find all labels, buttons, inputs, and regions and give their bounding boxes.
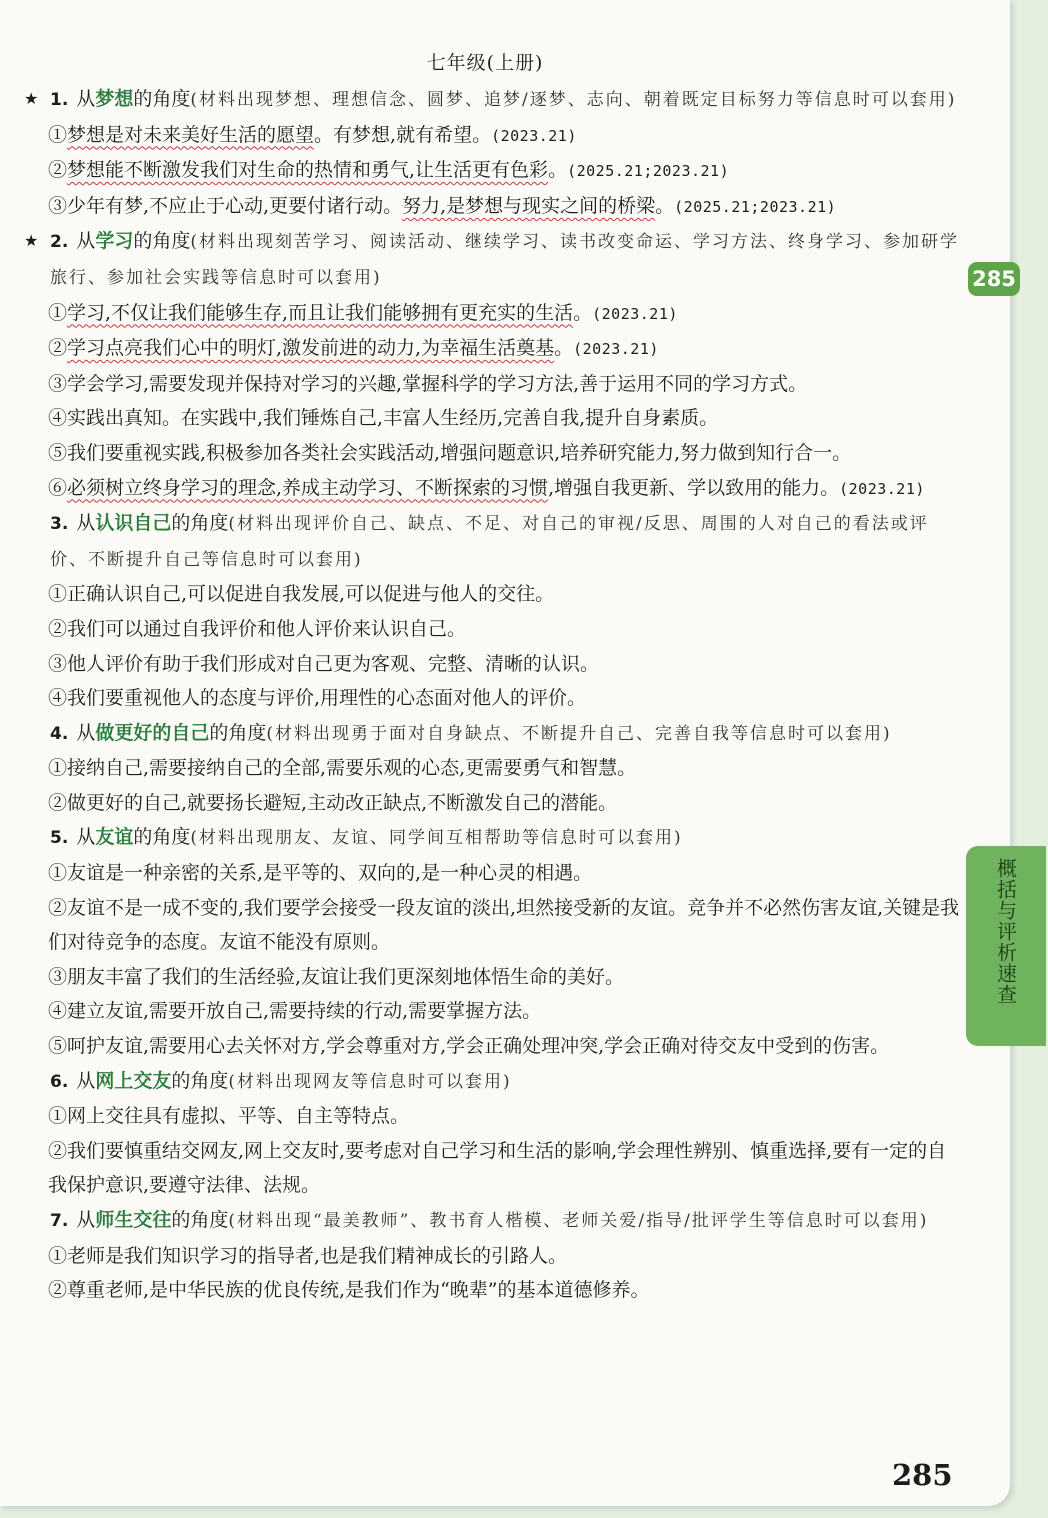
grade-title: 七年级(上册): [426, 52, 544, 74]
section-heading: [24, 1064, 960, 1100]
point-text: ⑥: [48, 476, 68, 499]
point-text-tail: 。: [573, 301, 593, 324]
point-text: ④我们要重视他人的态度与评价,用理性的心态面对他人的评价。: [48, 687, 587, 710]
point-text: ②我们可以通过自我评价和他人评价来认识自己。: [48, 617, 467, 640]
point-text: ①: [48, 301, 68, 324]
emphasized-text: 学习,不仅让我们能够生存,而且让我们能够拥有更充实的生活: [67, 301, 574, 324]
point-item: [48, 856, 960, 891]
heading-prefix: 从: [76, 230, 96, 253]
point-text: ②: [48, 337, 68, 360]
point-text: ①接纳自己,需要接纳自己的全部,需要乐观的心态,更需要勇气和智慧。: [48, 757, 637, 780]
point-text: ①老师是我们知识学习的指导者,也是我们精神成长的引路人。: [48, 1244, 568, 1267]
point-text: ②: [48, 159, 68, 182]
point-item: [48, 1273, 960, 1308]
point-item: [48, 612, 960, 647]
heading-prefix: 从: [76, 721, 96, 744]
point-item: [48, 681, 960, 716]
point-item: [48, 786, 960, 821]
point-item: [48, 1029, 960, 1064]
section-topic: 认识自己: [95, 512, 172, 535]
point-text: ③学会学习,需要发现并保持对学习的兴趣,掌握科学的学习方法,善于运用不同的学习方式。: [48, 372, 808, 395]
point-text-tail: 。: [548, 159, 568, 182]
point-item: [48, 296, 960, 332]
heading-suffix: 的角度: [209, 721, 267, 744]
emphasized-text: 努力,是梦想与现实之间的桥梁: [402, 194, 656, 217]
page-badge: 285: [968, 262, 1020, 296]
section-number: 5.: [50, 828, 69, 849]
usage-note: (材料出现评价自己、缺点、不足、对自己的审视/反思、周围的人对自己的看法或评价、不断提升自己等信息时可以套用): [50, 514, 929, 570]
section-3: [24, 506, 960, 716]
exam-citation: (2023.21): [491, 126, 577, 145]
emphasized-text: 必须树立终身学习的理念,养成主动学习、不断探索的习惯: [67, 476, 549, 499]
point-text-tail: 。: [655, 194, 675, 217]
exam-citation: (2023.21): [592, 304, 678, 323]
section-topic: 做更好的自己: [95, 721, 210, 744]
point-item: [48, 436, 960, 471]
point-text: ①正确认识自己,可以促进自我发展,可以促进与他人的交往。: [48, 583, 555, 606]
heading-prefix: 从: [76, 826, 96, 849]
point-text: ③朋友丰富了我们的生活经验,友谊让我们更深刻地体悟生命的美好。: [48, 965, 625, 988]
section-6: [24, 1064, 960, 1203]
point-text: ④实践出真知。在实践中,我们锤炼自己,丰富人生经历,完善自我,提升自身素质。: [48, 407, 719, 430]
point-item: [48, 960, 960, 995]
point-list: [24, 1099, 960, 1203]
point-item: [48, 189, 960, 225]
usage-note: (材料出现刻苦学习、阅读活动、继续学习、读书改变命运、学习方法、终身学习、参加研学旅行、参加社会实践等信息时可以套用): [50, 232, 959, 288]
emphasized-text: 梦想是对未来美好生活的愿望: [67, 123, 315, 146]
point-item: [48, 118, 960, 154]
point-list: [24, 296, 960, 507]
heading-prefix: 从: [76, 1209, 96, 1231]
point-list: [24, 577, 960, 715]
point-text-tail: 。: [554, 337, 574, 360]
heading-suffix: 的角度: [171, 1069, 229, 1092]
exam-citation: (2023.21): [573, 340, 659, 359]
point-list: [24, 751, 960, 820]
point-text: ②做更好的自己,就要扬长避短,主动改正缺点,不断激发自己的潜能。: [48, 791, 618, 814]
heading-suffix: 的角度: [133, 826, 191, 849]
point-text: ②我们要慎重结交网友,网上交友时,要考虑对自己学习和生活的影响,学会理性辨别、慎重选择,要有一定的自我保护意识,要遵守法律、法规。: [48, 1139, 947, 1197]
section-tab[interactable]: [966, 846, 1046, 1046]
section-heading: [24, 224, 960, 295]
heading-prefix: 从: [76, 1069, 96, 1092]
point-list: [24, 1239, 960, 1308]
point-item: [48, 471, 960, 507]
point-item: [48, 994, 960, 1029]
point-item: [48, 1099, 960, 1134]
section-topic: 梦想: [95, 88, 134, 110]
section-topic: 师生交往: [95, 1209, 172, 1231]
heading-prefix: 从: [76, 88, 96, 110]
section-heading: [24, 506, 960, 577]
section-number: 2.: [50, 232, 69, 253]
star-icon: ★: [24, 89, 39, 108]
point-text: ③少年有梦,不应止于心动,更要付诸行动。: [48, 194, 403, 217]
point-item: [48, 153, 960, 189]
usage-note: (材料出现“最美教师”、教书育人楷模、老师关爱/指导/批评学生等信息时可以套用): [228, 1211, 929, 1231]
point-item: [48, 401, 960, 436]
heading-suffix: 的角度: [133, 230, 191, 253]
point-item: [48, 647, 960, 682]
page-number: 285: [892, 1458, 953, 1492]
section-number: 4.: [50, 723, 69, 744]
section-4: [24, 716, 960, 821]
emphasized-text: 学习点亮我们心中的明灯,激发前进的动力,为幸福生活奠基: [67, 337, 555, 360]
section-1: [24, 82, 960, 224]
point-text: ⑤我们要重视实践,积极参加各类社会实践活动,增强问题意识,培养研究能力,努力做到知行合一。: [48, 441, 852, 464]
section-5: [24, 820, 960, 1063]
point-text: ①: [48, 123, 68, 146]
usage-note: (材料出现朋友、友谊、同学间互相帮助等信息时可以套用): [190, 828, 683, 849]
section-number: 1.: [50, 90, 69, 110]
point-text-tail: ,增强自我更新、学以致用的能力。: [548, 476, 840, 499]
section-heading: [24, 1203, 960, 1239]
section-tab-label: 概括与评析速查: [993, 858, 1018, 1005]
section-7: [24, 1203, 960, 1308]
point-list: [24, 118, 960, 225]
section-number: 7.: [50, 1211, 69, 1231]
section-topic: 友谊: [95, 826, 134, 849]
heading-prefix: 从: [76, 512, 96, 535]
section-topic: 网上交友: [95, 1069, 172, 1092]
heading-suffix: 的角度: [171, 512, 229, 535]
point-item: [48, 367, 960, 402]
point-item: [48, 577, 960, 612]
usage-note: (材料出现勇于面对自身缺点、不断提升自己、完善自我等信息时可以套用): [266, 723, 892, 744]
point-text: ⑤呵护友谊,需要用心去关怀对方,学会尊重对方,学会正确处理冲突,学会正确对待交友中受到的伤害。: [48, 1035, 890, 1058]
section-heading: [24, 716, 960, 752]
exam-citation: (2025.21;2023.21): [674, 197, 837, 216]
emphasized-text: 梦想能不断激发我们对生命的热情和勇气,让生活更有色彩: [67, 159, 549, 182]
point-item: [48, 1239, 960, 1274]
section-heading: [24, 82, 960, 118]
point-item: [48, 1134, 960, 1203]
section-number: 6.: [50, 1071, 69, 1092]
point-list: [24, 856, 960, 1064]
point-text: ①网上交往具有虚拟、平等、自主等特点。: [48, 1105, 410, 1128]
point-text: ④建立友谊,需要开放自己,需要持续的行动,需要掌握方法。: [48, 1000, 542, 1023]
point-item: [48, 331, 960, 367]
section-topic: 学习: [95, 230, 134, 253]
exam-citation: (2025.21;2023.21): [567, 162, 730, 181]
point-text: ②尊重老师,是中华民族的优良传统,是我们作为“晚辈”的基本道德修养。: [48, 1279, 650, 1302]
heading-suffix: 的角度: [171, 1209, 229, 1231]
heading-suffix: 的角度: [133, 88, 191, 110]
point-text: ③他人评价有助于我们形成对自己更为客观、完整、清晰的认识。: [48, 652, 600, 675]
usage-note: (材料出现梦想、理想信念、圆梦、追梦/逐梦、志向、朝着既定目标努力等信息时可以套用): [190, 90, 957, 110]
point-item: [48, 751, 960, 786]
point-text-tail: 。有梦想,就有希望。: [314, 123, 492, 146]
section-heading: [24, 820, 960, 856]
exam-citation: (2023.21): [839, 479, 925, 498]
point-item: [48, 891, 960, 960]
star-icon: ★: [24, 231, 39, 251]
content-body: [24, 82, 960, 1308]
section-2: [24, 224, 960, 506]
point-text: ①友谊是一种亲密的关系,是平等的、双向的,是一种心灵的相遇。: [48, 862, 593, 885]
section-number: 3.: [50, 514, 69, 535]
usage-note: (材料出现网友等信息时可以套用): [228, 1071, 512, 1092]
point-text: ②友谊不是一成不变的,我们要学会接受一段友谊的淡出,坦然接受新的友谊。竞争并不必然伤害友谊,关键是我们对待竞争的态度。友谊不能没有原则。: [48, 896, 960, 954]
